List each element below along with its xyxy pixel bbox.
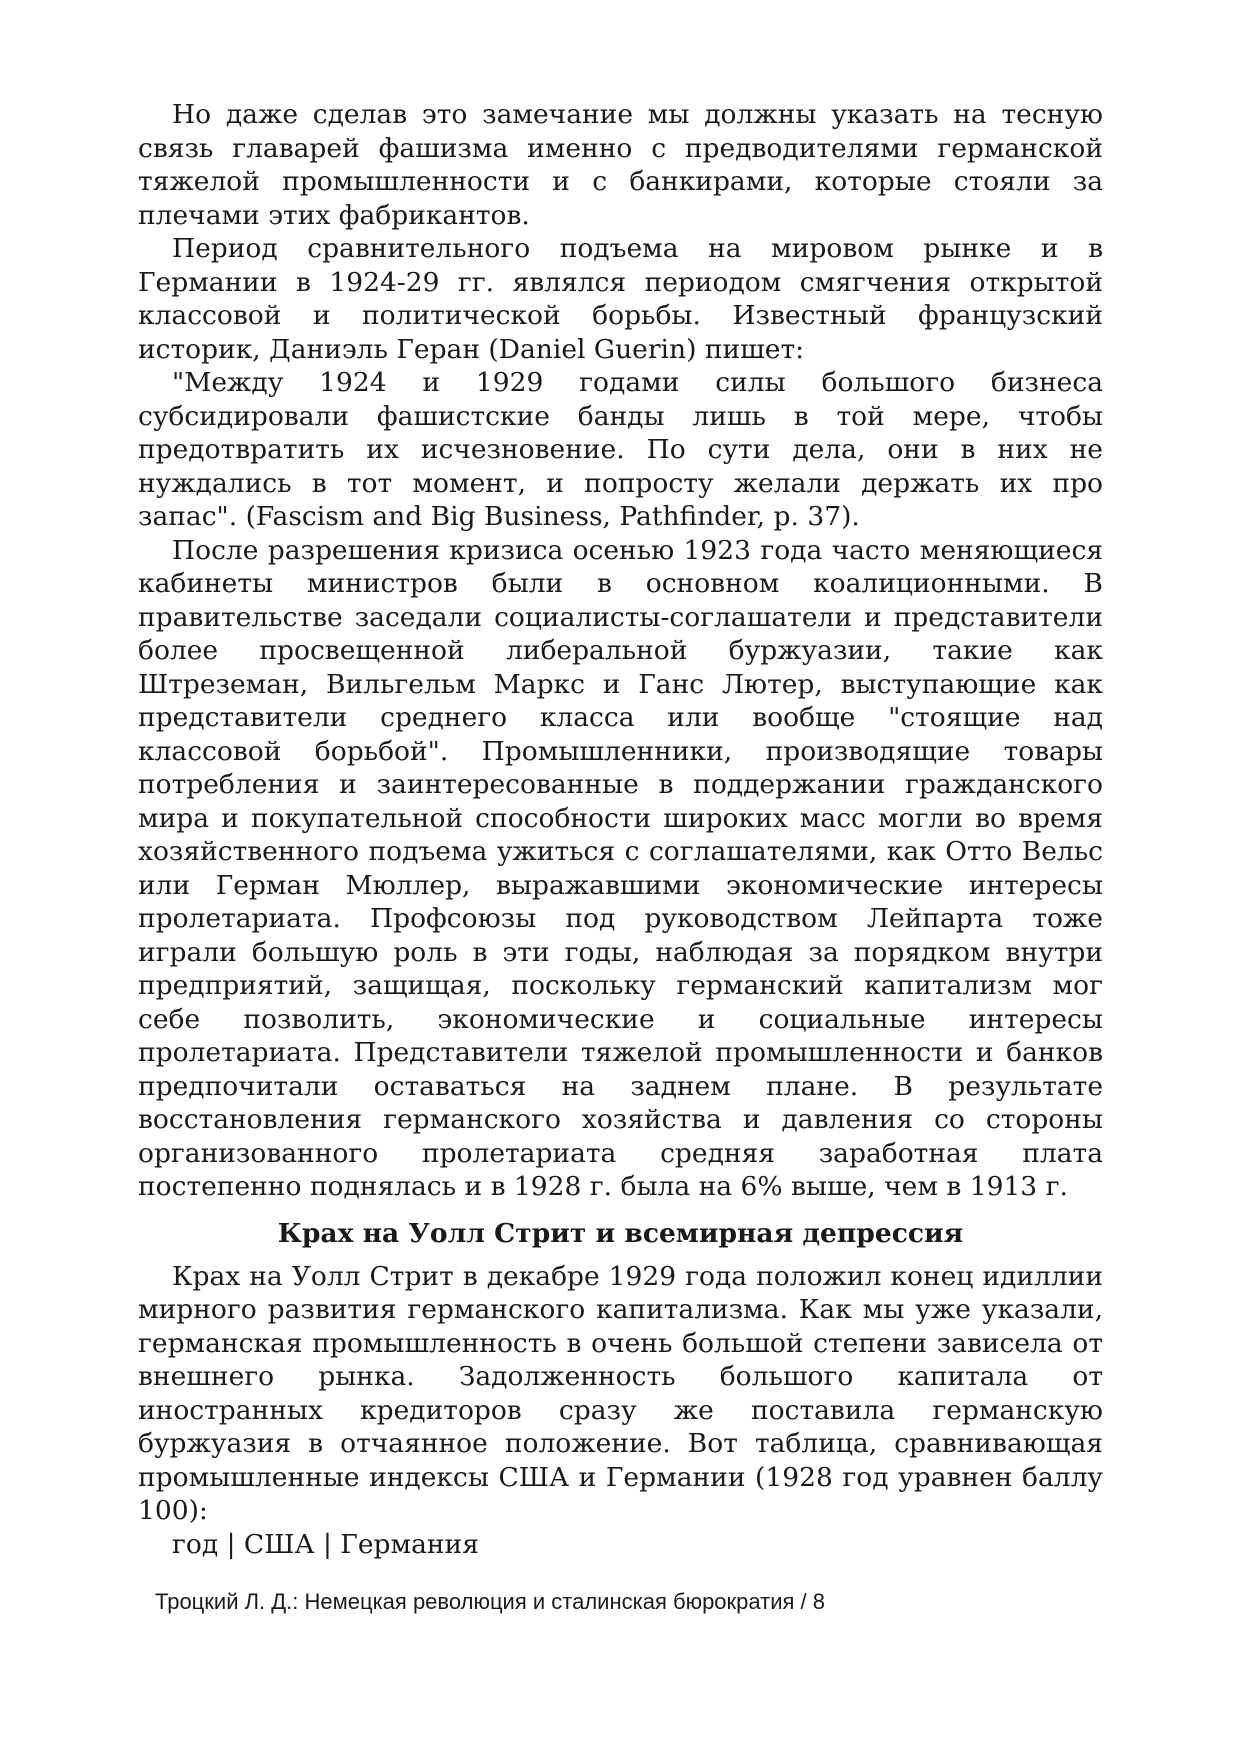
paragraph-2: Период сравнительного подъема на мировом рынке и в Германии в 1924-29 гг. являлся периодом смягчения открытой классовой и политической борьбы. Известный французский историк, Даниэль Геран (Daniel Guerin) пишет: xyxy=(138,233,1103,365)
paragraph-4: После разрешения кризиса осенью 1923 года часто меняющиеся кабинеты министров были в основном коалиционными. В правительстве заседали социалисты-соглашатели и представители более просвещенной либеральной буржуазии, такие как Штреземан, Вильгельм Маркс и Ганс Лютер, выступающие как представители среднего класса или вообще "стоящие над классовой борьбой". Промышленники, производящие товары потребления и заинтересованные в поддержании гражданского мира и покупательной способности широких масс могли во время хозяйственного подъема ужиться с соглашателями, как Отто Вельс или Герман Мюллер, выражавшими экономические интересы пролетариата. Профсоюзы под руководством Лейпарта тоже играли большую роль в эти годы, наблюдая за порядком внутри предприятий, защищая, поскольку германский капитализм мог себе позволить, экономические и социальные интересы пролетариата. Представители тяжелой промышленности и банков предпочитали оставаться на заднем плане. В результате восстановления германского хозяйства и давления со стороны организованного пролетариата средняя заработная плата постепенно поднялась и в 1928 г. была на 6% выше, чем в 1913 г. xyxy=(138,534,1103,1202)
paragraph-1: Но даже сделав это замечание мы должны указать на тесную связь главарей фашизма именно с предводителями германской тяжелой промышленности и с банкирами, которые стояли за плечами этих фабрикантов. xyxy=(138,99,1103,231)
section-heading: Крах на Уолл Стрит и всемирная депрессия xyxy=(277,1217,964,1249)
page-footer: Троцкий Л. Д.: Немецкая революция и сталинская бюрократия / 8 xyxy=(155,1589,826,1614)
table-header-row: год | США | Германия xyxy=(172,1528,479,1560)
paragraph-section: Крах на Уолл Стрит в декабре 1929 года положил конец идиллии мирного развития германского капитализма. Как мы уже указали, германская промышленность в очень большой степени зависела от внешнего рынка. Задолженность большого капитала от иностранных кредиторов сразу же поставила германскую буржуазия в отчаянное положение. Вот таблица, сравнивающая промышленные индексы США и Германии (1928 год уравнен баллу 100): xyxy=(138,1260,1103,1526)
page-body xyxy=(138,98,1103,1561)
paragraph-quote: "Между 1924 и 1929 годами силы большого бизнеса субсидировали фашистские банды лишь в той мере, чтобы предотвратить их исчезновение. По сути дела, они в них не нуждались в тот момент, и попросту желали держать их про запас". (Fascism and Big Business, Pathfinder, p. 37). xyxy=(138,367,1103,532)
